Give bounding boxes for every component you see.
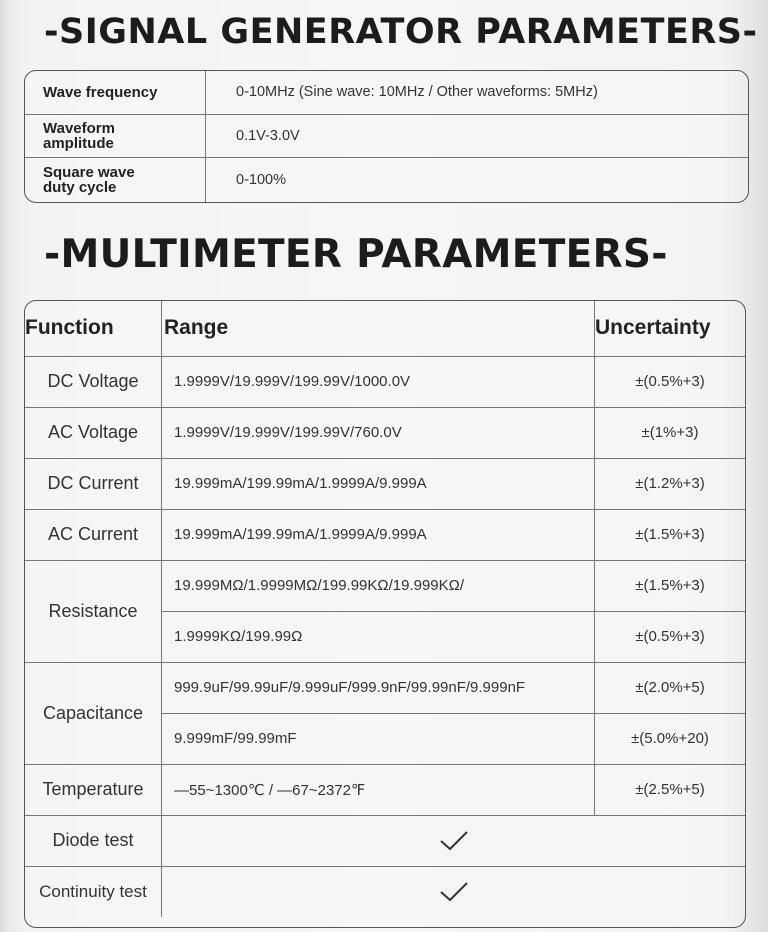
- multimeter-table-frame: [24, 300, 746, 928]
- duty-cycle-label-line2: duty cycle: [43, 178, 117, 196]
- diode-test-function: Diode test: [25, 815, 162, 866]
- table-row: [25, 356, 745, 407]
- dc-current-uncertainty: ±(1.2%+3): [595, 458, 746, 509]
- table-row: [25, 560, 745, 611]
- temperature-range: —55~1300℃ / —67~2372℉: [162, 764, 595, 815]
- resistance-function: Resistance: [25, 560, 162, 662]
- waveform-amplitude-label-line2: amplitude: [43, 134, 114, 152]
- waveform-amplitude-value: 0.1V-3.0V: [206, 114, 749, 157]
- ac-current-function: AC Current: [25, 509, 162, 560]
- multimeter-title: -MULTIMETER PARAMETERS-: [44, 232, 668, 277]
- table-row: [25, 407, 745, 458]
- resistance-uncertainty-2: ±(0.5%+3): [595, 611, 746, 662]
- table-row: [25, 157, 748, 202]
- check-icon: [439, 830, 469, 852]
- uncertainty-header: Uncertainty: [595, 301, 746, 356]
- range-header: Range: [162, 301, 595, 356]
- dc-voltage-function: DC Voltage: [25, 356, 162, 407]
- dc-voltage-uncertainty: ±(0.5%+3): [595, 356, 746, 407]
- table-row: [25, 866, 745, 917]
- dc-current-function: DC Current: [25, 458, 162, 509]
- diode-test-supported: [162, 815, 746, 866]
- signal-generator-title: -SIGNAL GENERATOR PARAMETERS-: [44, 12, 758, 52]
- signal-generator-table: [25, 71, 748, 202]
- waveform-amplitude-label-line1: Waveform: [43, 119, 115, 137]
- table-header-row: [25, 301, 745, 356]
- capacitance-uncertainty-1: ±(2.0%+5): [595, 662, 746, 713]
- continuity-test-supported: [162, 866, 746, 917]
- capacitance-uncertainty-2: ±(5.0%+20): [595, 713, 746, 764]
- dc-voltage-range: 1.9999V/19.999V/199.99V/1000.0V: [162, 356, 595, 407]
- wave-frequency-value: 0-10MHz (Sine wave: 10MHz / Other waveforms: 5MHz): [206, 71, 749, 114]
- temperature-function: Temperature: [25, 764, 162, 815]
- resistance-range-2: 1.9999KΩ/199.99Ω: [162, 611, 595, 662]
- capacitance-function: Capacitance: [25, 662, 162, 764]
- dc-current-range: 19.999mA/199.99mA/1.9999A/9.999A: [162, 458, 595, 509]
- ac-current-uncertainty: ±(1.5%+3): [595, 509, 746, 560]
- ac-voltage-function: AC Voltage: [25, 407, 162, 458]
- resistance-range-1: 19.999MΩ/1.9999MΩ/199.99KΩ/19.999KΩ/: [162, 560, 595, 611]
- table-row: [25, 458, 745, 509]
- ac-voltage-uncertainty: ±(1%+3): [595, 407, 746, 458]
- multimeter-table: [25, 301, 745, 917]
- table-row: [25, 815, 745, 866]
- duty-cycle-label-line1: Square wave: [43, 163, 135, 181]
- duty-cycle-label: [25, 157, 206, 202]
- duty-cycle-value: 0-100%: [236, 171, 286, 188]
- function-header: Function: [25, 301, 162, 356]
- table-row: [25, 71, 748, 114]
- resistance-uncertainty-1: ±(1.5%+3): [595, 560, 746, 611]
- check-icon: [439, 881, 469, 903]
- signal-generator-table-frame: [24, 70, 749, 203]
- ac-current-range: 19.999mA/199.99mA/1.9999A/9.999A: [162, 509, 595, 560]
- waveform-amplitude-label: [25, 114, 206, 157]
- capacitance-range-1: 999.9uF/99.99uF/9.999uF/999.9nF/99.99nF/9.999nF: [162, 662, 595, 713]
- capacitance-range-2: 9.999mF/99.99mF: [162, 713, 595, 764]
- wave-frequency-label: Wave frequency: [25, 71, 206, 114]
- table-row: [25, 764, 745, 815]
- continuity-test-function: Continuity test: [25, 866, 162, 917]
- table-row: [25, 114, 748, 157]
- ac-voltage-range: 1.9999V/19.999V/199.99V/760.0V: [162, 407, 595, 458]
- temperature-uncertainty: ±(2.5%+5): [595, 764, 746, 815]
- table-row: [25, 662, 745, 713]
- table-row: [25, 509, 745, 560]
